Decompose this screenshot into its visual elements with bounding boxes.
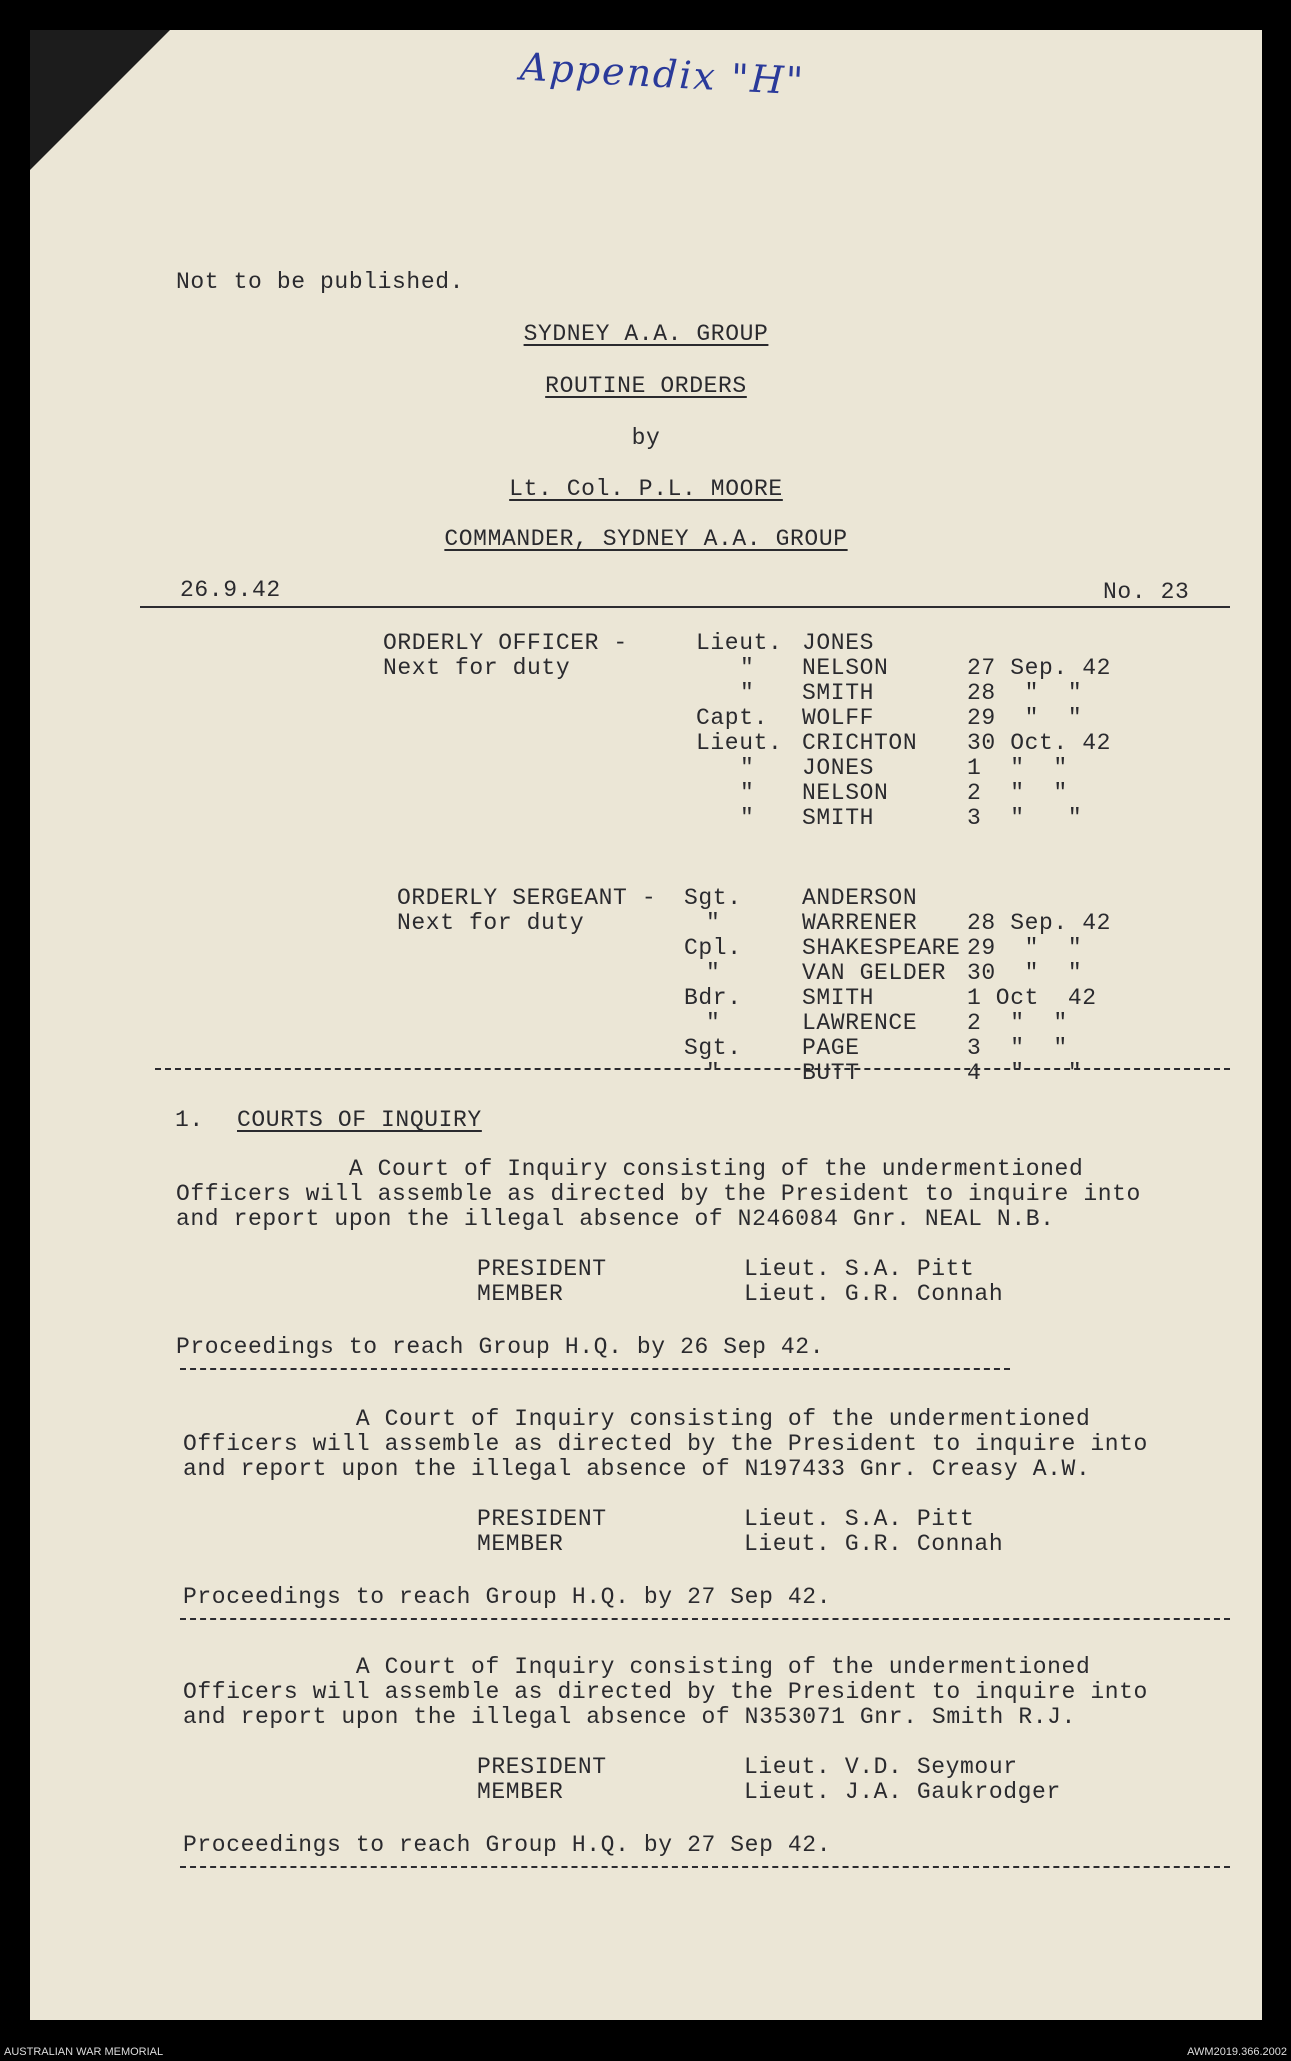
roster-date: 28 " " [967, 680, 1083, 706]
roster-date: 2 " " [967, 780, 1068, 806]
appendix-annotation: Appendix "H" [519, 44, 807, 104]
roster-rank: " [706, 960, 721, 986]
roster-date: 3 " " [967, 1035, 1068, 1061]
roster-name: JONES [802, 630, 875, 656]
roster-rank: " [740, 755, 755, 781]
roster-name: WARRENER [802, 910, 918, 936]
roster-rank: " [706, 1060, 721, 1086]
orderly-officer-next: Next for duty [383, 655, 571, 681]
roster-name: NELSON [802, 780, 889, 806]
roster-name: BUTT [802, 1060, 860, 1086]
inquiry-text-line: Officers will assemble as directed by the President to inquire into [176, 1181, 1141, 1207]
roster-name: SHAKESPEARE [802, 935, 961, 961]
roster-name: NELSON [802, 655, 889, 681]
inquiry-divider [180, 1866, 1230, 1868]
roster-date: 4 " " [967, 1060, 1083, 1086]
roster-name: CRICHTON [802, 730, 918, 756]
orderly-officer-label: ORDERLY OFFICER - [383, 630, 628, 656]
order-number: No. 23 [1103, 579, 1190, 605]
roster-date: 30 " " [967, 960, 1083, 986]
roster-date: 29 " " [967, 705, 1083, 731]
inquiry-text-line: and report upon the illegal absence of N353071 Gnr. Smith R.J. [183, 1704, 1076, 1730]
roster-date: 1 " " [967, 755, 1068, 781]
proceedings-deadline: Proceedings to reach Group H.Q. by 27 Sep 42. [183, 1832, 832, 1858]
roster-date: 30 Oct. 42 [967, 730, 1112, 756]
footer-institution: AUSTRALIAN WAR MEMORIAL [4, 2046, 164, 2058]
president-name: Lieut. S.A. Pitt [744, 1256, 975, 1282]
inquiry-text-line: A Court of Inquiry consisting of the undermentioned [183, 1406, 1091, 1432]
inquiry-text-line: Officers will assemble as directed by the President to inquire into [183, 1431, 1148, 1457]
inquiry-text-line: Officers will assemble as directed by the President to inquire into [183, 1679, 1148, 1705]
inquiry-divider [180, 1368, 1010, 1370]
roster-rank: Cpl. [684, 935, 742, 961]
roster-name: LAWRENCE [802, 1010, 918, 1036]
roster-name: PAGE [802, 1035, 860, 1061]
page-corner-shadow [30, 30, 170, 170]
inquiry-text-line: and report upon the illegal absence of N246084 Gnr. NEAL N.B. [176, 1206, 1055, 1232]
roster-rank: Sgt. [684, 885, 742, 911]
roster-rank: " [740, 655, 755, 681]
header-rule [140, 606, 1230, 608]
roster-rank: " [740, 680, 755, 706]
roster-rank: " [706, 910, 721, 936]
section-heading: COURTS OF INQUIRY [237, 1107, 482, 1133]
president-label: PRESIDENT [477, 1506, 607, 1532]
proceedings-deadline: Proceedings to reach Group H.Q. by 27 Sep 42. [183, 1584, 832, 1610]
roster-date: 2 " " [967, 1010, 1068, 1036]
roster-date: 29 " " [967, 935, 1083, 961]
section-divider [155, 1068, 1230, 1070]
member-name: Lieut. J.A. Gaukrodger [744, 1779, 1061, 1805]
member-label: MEMBER [477, 1531, 564, 1557]
by-line: by [631, 425, 661, 451]
order-date: 26.9.42 [180, 577, 281, 603]
roster-date: 1 Oct 42 [967, 985, 1097, 1011]
not-to-be-published: Not to be published. [176, 269, 465, 295]
roster-rank: Bdr. [684, 985, 742, 1011]
roster-name: WOLFF [802, 705, 875, 731]
president-label: PRESIDENT [477, 1754, 607, 1780]
member-label: MEMBER [477, 1779, 564, 1805]
president-name: Lieut. V.D. Seymour [744, 1754, 1018, 1780]
orderly-sergeant-label: ORDERLY SERGEANT - [397, 885, 657, 911]
document-page [30, 30, 1262, 2020]
roster-rank: " [740, 805, 755, 831]
roster-rank: " [740, 780, 755, 806]
roster-rank: Lieut. [696, 730, 783, 756]
inquiry-text-line: and report upon the illegal absence of N197433 Gnr. Creasy A.W. [183, 1456, 1091, 1482]
inquiry-text-line: A Court of Inquiry consisting of the undermentioned [183, 1654, 1091, 1680]
inquiry-text-line: A Court of Inquiry consisting of the undermentioned [176, 1156, 1084, 1182]
roster-rank: " [706, 1010, 721, 1036]
member-name: Lieut. G.R. Connah [744, 1531, 1004, 1557]
roster-name: SMITH [802, 805, 875, 831]
roster-date: 3 " " [967, 805, 1083, 831]
footer-accession: AWM2019.366.2002 [1187, 2046, 1287, 2058]
roster-name: SMITH [802, 985, 875, 1011]
officer-name: Lt. Col. P.L. MOORE [509, 476, 783, 502]
roster-name: VAN GELDER [802, 960, 947, 986]
commander-title: COMMANDER, SYDNEY A.A. GROUP [444, 526, 848, 552]
roster-name: ANDERSON [802, 885, 918, 911]
member-label: MEMBER [477, 1281, 564, 1307]
proceedings-deadline: Proceedings to reach Group H.Q. by 26 Sep 42. [176, 1334, 825, 1360]
roster-rank: Sgt. [684, 1035, 742, 1061]
roster-name: JONES [802, 755, 875, 781]
roster-rank: Capt. [696, 705, 769, 731]
roster-name: SMITH [802, 680, 875, 706]
inquiry-divider [180, 1618, 1230, 1620]
orders-title: ROUTINE ORDERS [545, 373, 747, 399]
roster-rank: Lieut. [696, 630, 783, 656]
president-name: Lieut. S.A. Pitt [744, 1506, 975, 1532]
president-label: PRESIDENT [477, 1256, 607, 1282]
roster-date: 27 Sep. 42 [967, 655, 1112, 681]
member-name: Lieut. G.R. Connah [744, 1281, 1004, 1307]
group-title: SYDNEY A.A. GROUP [523, 321, 769, 347]
roster-date: 28 Sep. 42 [967, 910, 1112, 936]
orderly-sergeant-next: Next for duty [397, 910, 585, 936]
section-number: 1. [175, 1107, 204, 1133]
